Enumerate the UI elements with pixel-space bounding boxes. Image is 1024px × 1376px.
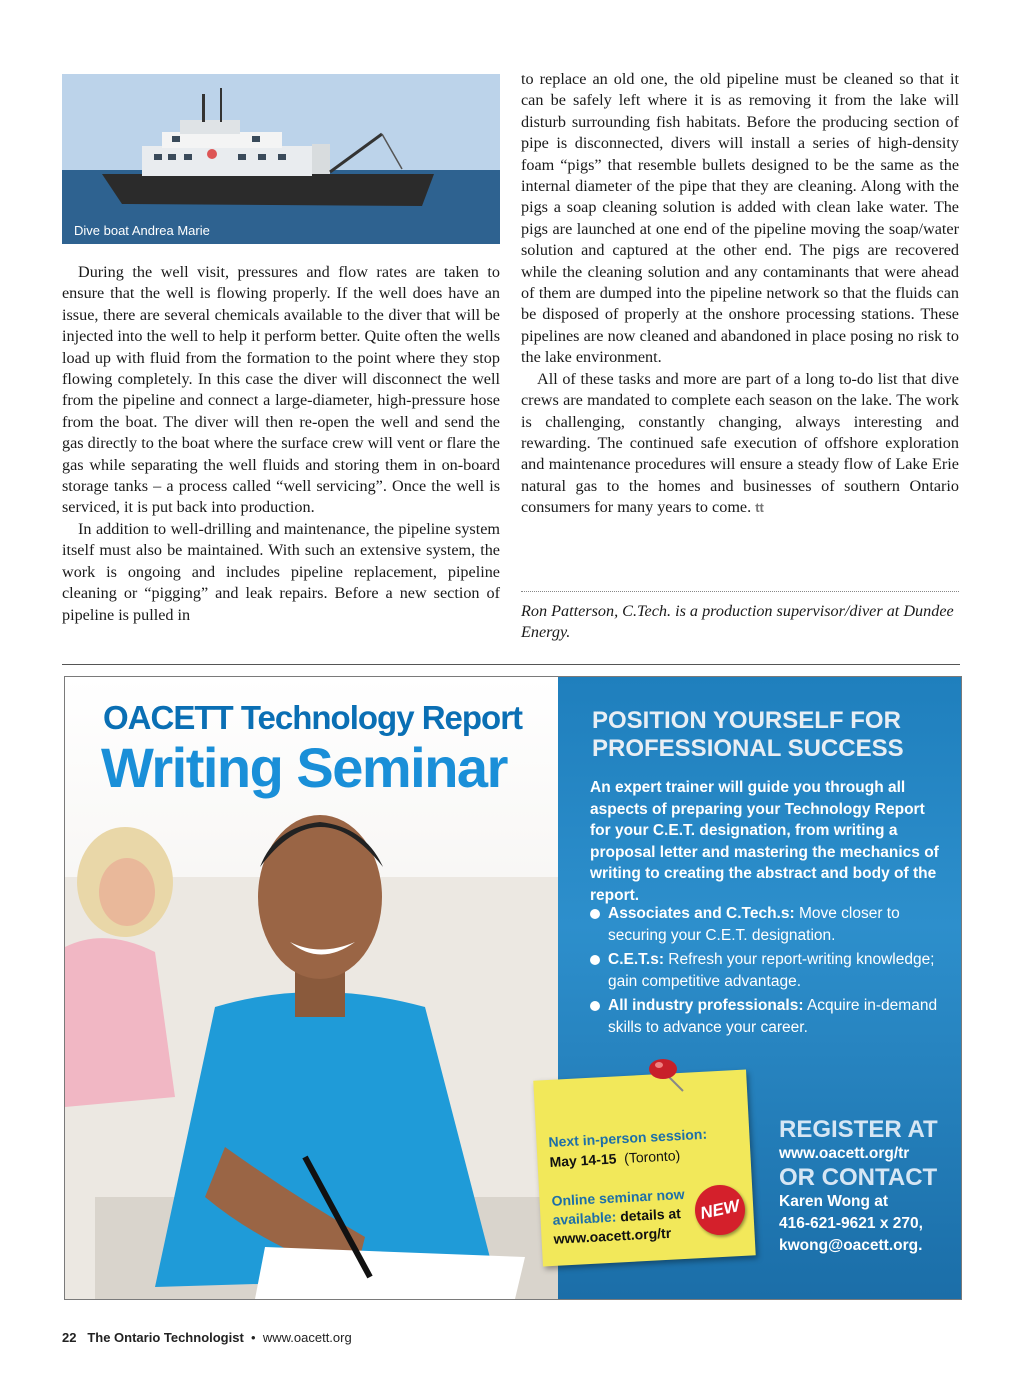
article-right-column [521,69,959,519]
list-item [590,995,950,1039]
session-sticky-note [533,1070,755,1267]
details-text: details at [619,1205,682,1225]
boat-illustration [62,74,500,244]
bullet-bold: All industry professionals: [608,997,804,1014]
push-pin-icon [643,1055,703,1095]
bullet-text: Refresh your report-writing knowledge; gain competitive advantage. [608,951,935,990]
register-block [779,1117,938,1257]
new-badge: NEW [690,1180,749,1239]
online-seminar-info [551,1184,704,1249]
contact-heading: OR CONTACT [779,1164,938,1191]
contact-name: Karen Wong at [779,1193,889,1210]
article-paragraph-text: All of these tasks and more are part of a long to-do list that dive crews are mandated to complete each season on the lake. The work is challenging, constantly changing, always interesting and rewarding. The continued safe execution of offshore exploration and maintenance procedures will ensure a steady flow of Lake Erie natural gas to the homes and businesses of southern Ontario consumers for many years to come. [521,369,959,517]
seminar-advertisement [64,676,962,1300]
session-dates [549,1147,680,1170]
ad-title-line2: Writing Seminar [101,736,507,799]
ad-title-line1: OACETT Technology Report [103,699,523,736]
next-session-label: Next in-person session: [548,1125,708,1150]
byline-divider [521,591,959,592]
bullet-text: Move closer to securing your C.E.T. designation. [608,905,900,944]
session-date-text: May 14-15 [549,1150,617,1170]
list-item [590,949,950,993]
ad-photo-panel [65,677,558,1299]
bullet-bold: C.E.T.s: [608,951,664,968]
bullet-icon [590,909,600,919]
register-link[interactable]: www.oacett.org/tr [779,1145,910,1162]
seminar-link[interactable]: www.oacett.org/tr [553,1224,672,1247]
register-heading: REGISTER AT [779,1116,938,1143]
photo-caption: Dive boat Andrea Marie [74,223,210,238]
end-mark-icon: tt [755,500,764,516]
bullet-bold: Associates and C.Tech.s: [608,905,795,922]
article-paragraph: to replace an old one, the old pipeline must be cleaned so that it can be safely left where it is as removing it from the lake will disturb surrounding fish habitats. Before the producing section of pipe is disconnected, divers will install a series of high-density foam “pigs” that resemble bullets designed to be the same as the internal diameter of the pipe that they are cleaning. Along with the pigs a soap cleaning solution is added with clean lake water. The pigs are launched at one end of the pipeline moving the soap/water solution and captured at the other end. The pigs are recovered while the cleaning solution and any contaminants that were ahead of them are dumped into the pipeline network so that the fluids can be disposed of properly at the onshore processing stations. These pipelines are now cleaned and abandoned in place posing no risk to the lake environment. [521,70,959,367]
ad-divider [62,664,960,665]
article-paragraph [521,369,959,519]
bullet-text: Acquire in-demand skills to advance your career. [608,997,938,1036]
footer-website[interactable]: www.oacett.org [262,1330,352,1345]
article-paragraph: During the well visit, pressures and flow rates are taken to ensure that the well is flowing properly. If the well does have an issue, there are several chemicals available to the diver that will be injected into the well to help it perform better. Quite often the wells load up with fluid from the formation to the point where they stop flowing completely. In this case the diver will disconnect the well from the pipeline and connect a large-diameter, high-pressure hose from the boat. The diver will then re-open the well and send the gas directly to the boat where the surface crew will vent or flare the gas while separating the well fluids and storing them in on-board storage tanks – a process called “well servicing”. Once the well is serviced, it is put back into production. [62,263,500,517]
page-footer [62,1330,352,1345]
list-item [590,903,950,947]
bullet-icon [590,955,600,965]
footer-separator: • [251,1330,256,1345]
online-line2: available: [552,1208,617,1228]
article-left-column [62,262,500,626]
article-paragraph: In addition to well-drilling and maintenance, the pipeline system itself must also be maintained. With such an extensive system, the work is ongoing and includes pipeline replacement, pipeline cleaning or “pigging” and leak repairs. Before a new section of pipeline is pulled in [62,519,500,624]
ad-intro-text: An expert trainer will guide you through all aspects of preparing your Technology Report for your C.E.T. designation, from writing a proposal letter and mastering the mechanics of writing to creating the abstract and body of the report. [590,779,939,904]
page-number: 22 [62,1330,77,1345]
online-line1: Online seminar now [551,1185,685,1209]
session-location: (Toronto) [623,1147,681,1167]
ad-bullet-list [590,903,950,1041]
author-byline: Ron Patterson, C.Tech. is a production supervisor/diver at Dundee Energy. [521,602,954,642]
dive-boat-photo [62,74,500,244]
bullet-icon [590,1001,600,1011]
ad-headline: POSITION YOURSELF FOR PROFESSIONAL SUCCESS [592,707,904,762]
contact-phone: 416-621-9621 x 270, [779,1215,923,1232]
contact-email[interactable]: kwong@oacett.org. [779,1237,923,1254]
publication-name: The Ontario Technologist [87,1330,244,1345]
